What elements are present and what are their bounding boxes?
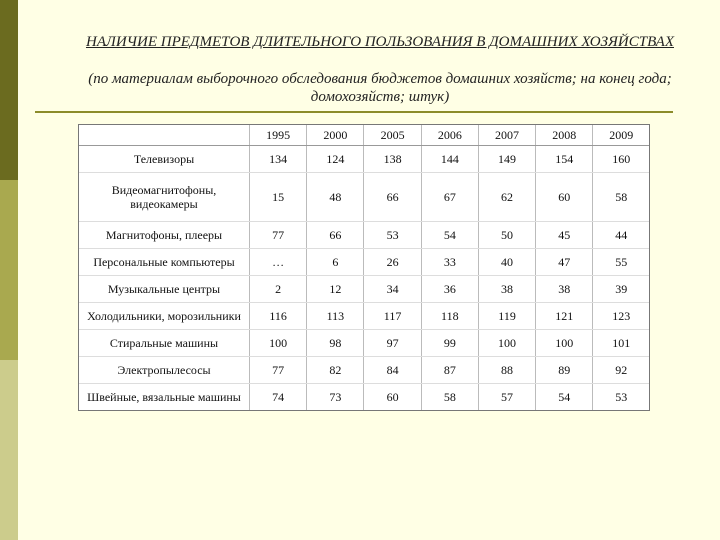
table-cell: 160 bbox=[593, 146, 649, 173]
row-label: Швейные, вязальные машины bbox=[79, 384, 250, 410]
table-cell: 58 bbox=[593, 173, 649, 222]
table-cell: 53 bbox=[615, 389, 628, 404]
title-divider bbox=[35, 111, 673, 113]
table-cell: 138 bbox=[364, 146, 421, 173]
row-label: Видеомагнитофоны, видеокамеры bbox=[79, 173, 250, 222]
table-cell: 89 bbox=[536, 357, 593, 384]
table-cell: 54 bbox=[421, 222, 478, 249]
table-cell: 100 bbox=[478, 330, 535, 357]
table-cell: 12 bbox=[307, 276, 364, 303]
header-year: 2005 bbox=[364, 125, 421, 146]
table-row bbox=[79, 222, 649, 249]
table-cell: 123 bbox=[593, 303, 649, 330]
table-cell: 77 bbox=[250, 222, 307, 249]
side-bar-dark bbox=[0, 0, 18, 180]
table-cell: 34 bbox=[364, 276, 421, 303]
table-cell: 55 bbox=[593, 249, 649, 276]
table-cell: 74 bbox=[250, 384, 307, 410]
table-cell: 119 bbox=[478, 303, 535, 330]
table-row bbox=[79, 357, 649, 384]
table-cell: 144 bbox=[421, 146, 478, 173]
data-table-container bbox=[78, 124, 650, 411]
slide-title: НАЛИЧИЕ ПРЕДМЕТОВ ДЛИТЕЛЬНОГО ПОЛЬЗОВАНИЯ В ДОМАШНИХ ХОЗЯЙСТВАХ bbox=[85, 34, 674, 50]
table-cell: 124 bbox=[307, 146, 364, 173]
table-cell: 100 bbox=[250, 330, 307, 357]
table-cell: 100 bbox=[536, 330, 593, 357]
header-year: 2006 bbox=[421, 125, 478, 146]
table-row bbox=[79, 303, 649, 330]
table-cell: 113 bbox=[307, 303, 364, 330]
table-cell: 39 bbox=[593, 276, 649, 303]
table-cell: 36 bbox=[421, 276, 478, 303]
table-cell: 134 bbox=[250, 146, 307, 173]
table-cell: 26 bbox=[364, 249, 421, 276]
table-cell: 73 bbox=[307, 384, 364, 410]
table-cell: 67 bbox=[421, 173, 478, 222]
table-cell: 154 bbox=[536, 146, 593, 173]
header-year: 2007 bbox=[478, 125, 535, 146]
row-label: Магнитофоны, плееры bbox=[79, 222, 250, 249]
durable-goods-table bbox=[79, 125, 649, 410]
header-year: 2008 bbox=[536, 125, 593, 146]
table-cell: 2 bbox=[250, 276, 307, 303]
table-cell: 99 bbox=[421, 330, 478, 357]
table-cell: 54 bbox=[536, 384, 593, 410]
table-cell: 60 bbox=[536, 173, 593, 222]
table-cell: 50 bbox=[478, 222, 535, 249]
table-cell: 40 bbox=[478, 249, 535, 276]
table-row bbox=[79, 330, 649, 357]
table-row bbox=[79, 173, 649, 222]
table-cell: 60 bbox=[364, 384, 421, 410]
table-cell: 101 bbox=[593, 330, 649, 357]
table-cell: 116 bbox=[250, 303, 307, 330]
table-cell: 87 bbox=[421, 357, 478, 384]
table-cell: 98 bbox=[307, 330, 364, 357]
side-bar-mid bbox=[0, 180, 18, 360]
table-row bbox=[79, 249, 649, 276]
slide-subtitle: (по материалам выборочного обследования бюджетов домашних хозяйств; на конец года; домохозяйств; штук) bbox=[88, 71, 672, 105]
header-year: 2009 bbox=[593, 125, 649, 146]
side-bar-light bbox=[0, 360, 18, 540]
table-cell: 47 bbox=[536, 249, 593, 276]
table-cell: 77 bbox=[250, 357, 307, 384]
table-cell: 53 bbox=[364, 222, 421, 249]
table-cell: … bbox=[250, 249, 307, 276]
table-cell: 121 bbox=[536, 303, 593, 330]
table-cell: 117 bbox=[364, 303, 421, 330]
table-row bbox=[79, 276, 649, 303]
table-row bbox=[79, 146, 649, 173]
table-cell: 92 bbox=[593, 357, 649, 384]
table-cell: 38 bbox=[536, 276, 593, 303]
table-cell: 149 bbox=[478, 146, 535, 173]
row-label: Холодильники, морозильники bbox=[79, 303, 250, 330]
table-header-row bbox=[79, 125, 649, 146]
table-cell: 33 bbox=[421, 249, 478, 276]
table-cell: 62 bbox=[478, 173, 535, 222]
table-cell: 15 bbox=[250, 173, 307, 222]
header-year: 1995 bbox=[250, 125, 307, 146]
table-row bbox=[79, 384, 649, 410]
table-cell: 66 bbox=[307, 222, 364, 249]
header-item bbox=[79, 125, 250, 146]
table-cell: 6 bbox=[307, 249, 364, 276]
table-cell: 38 bbox=[478, 276, 535, 303]
table-cell: 48 bbox=[307, 173, 364, 222]
table-cell: 97 bbox=[364, 330, 421, 357]
table-cell: 88 bbox=[478, 357, 535, 384]
row-label: Музыкальные центры bbox=[79, 276, 250, 303]
header-year: 2000 bbox=[307, 125, 364, 146]
table-cell: 66 bbox=[364, 173, 421, 222]
table-cell: 82 bbox=[307, 357, 364, 384]
row-label: Стиральные машины bbox=[79, 330, 250, 357]
table-cell: 45 bbox=[536, 222, 593, 249]
table-cell: 58 bbox=[421, 384, 478, 410]
row-label: Электропылесосы bbox=[79, 357, 250, 384]
row-label: Телевизоры bbox=[79, 146, 250, 173]
table-cell: 118 bbox=[421, 303, 478, 330]
table-cell: 84 bbox=[364, 357, 421, 384]
table-cell: 44 bbox=[593, 222, 649, 249]
table-cell: 57 bbox=[478, 384, 535, 410]
row-label: Персональные компьютеры bbox=[79, 249, 250, 276]
